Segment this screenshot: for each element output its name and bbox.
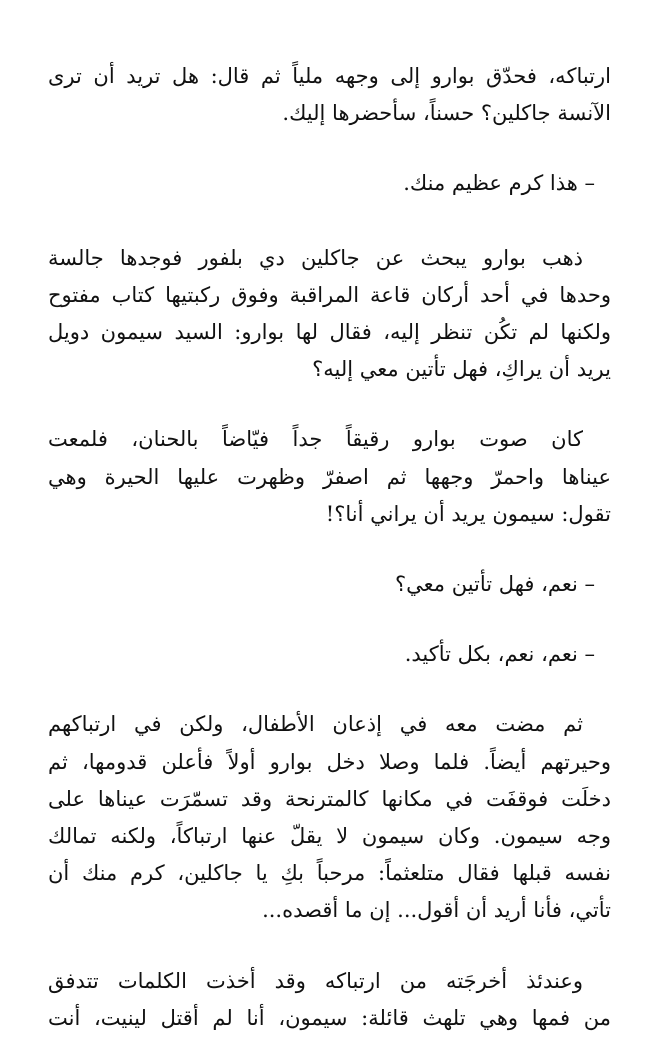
text-line: – هذا كرم عظيم منك.: [403, 171, 595, 196]
text-line: ارتباكه، فحدّق بوارو إلى وجهه ملياً ثم قال: هل تريد أن ترى: [48, 64, 611, 88]
paragraph-4: [48, 706, 611, 929]
text-line: وجه سيمون. وكان سيمون لا يقلّ عنها ارتباكاً، ولكنه تمالك: [48, 824, 611, 849]
text-line: – نعم، فهل تأتين معي؟: [395, 572, 595, 597]
text-line: يريد أن يراكِ، فهل تأتين معي إليه؟: [312, 357, 611, 382]
paragraph-3: [48, 421, 611, 533]
dialogue-3: [48, 636, 611, 673]
text-line: – نعم، نعم، بكل تأكيد.: [404, 642, 595, 667]
text-line: ثم مضت معه في إذعان الأطفال، ولكن في ارتباكهم: [48, 712, 583, 737]
dialogue-1: [48, 165, 611, 202]
text-line: من فمها وهي تلهث قائلة: سيمون، أنا لم أقتل لينيت، أنت: [48, 1005, 611, 1030]
text-line: وحيرتهم أيضاً. فلما وصلا دخل بوارو أولاً فأعلن قدومها، ثم: [48, 749, 611, 774]
text-line: وحدها في أحد أركان قاعة المراقبة وفوق ركبتيها كتاب مفتوح: [48, 282, 611, 307]
dialogue-2: [48, 566, 611, 603]
text-line: نفسه قبلها فقال متلعثماً: مرحباً بكِ يا جاكلين، كرم منك أن: [48, 861, 611, 886]
text-line: ولكنها لم تكُن تنظر إليه، فقال لها بوارو: السيد سيمون دويل: [48, 320, 611, 345]
text-line: كان صوت بوارو رقيقاً جداً فيّاضاً بالحنان، فلمعت: [48, 427, 583, 452]
text-line: دخلَت فوقفَت في مكانها كالمترنحة وقد تسمّرَت عيناها على: [48, 786, 611, 811]
text-line: تقول: سيمون يريد أن يراني أنا؟!: [325, 501, 611, 526]
text-line: عيناها واحمرّ وجهها ثم اصفرّ وظهرت عليها الحيرة وهي: [48, 464, 611, 489]
text-line: ذهب بوارو يبحث عن جاكلين دي بلفور فوجدها جالسة: [48, 245, 583, 270]
paragraph-2: [48, 240, 611, 389]
text-line: تأتي، فأنا أريد أن أقول... إن ما أقصده...: [262, 898, 611, 923]
paragraph-1: [48, 58, 611, 132]
text-line: الآنسة جاكلين؟ حسناً، سأحضرها إليك.: [282, 101, 611, 126]
text-line: وعندئذ أخرجَته من ارتباكه وقد أخذت الكلمات تتدفق: [48, 968, 583, 993]
